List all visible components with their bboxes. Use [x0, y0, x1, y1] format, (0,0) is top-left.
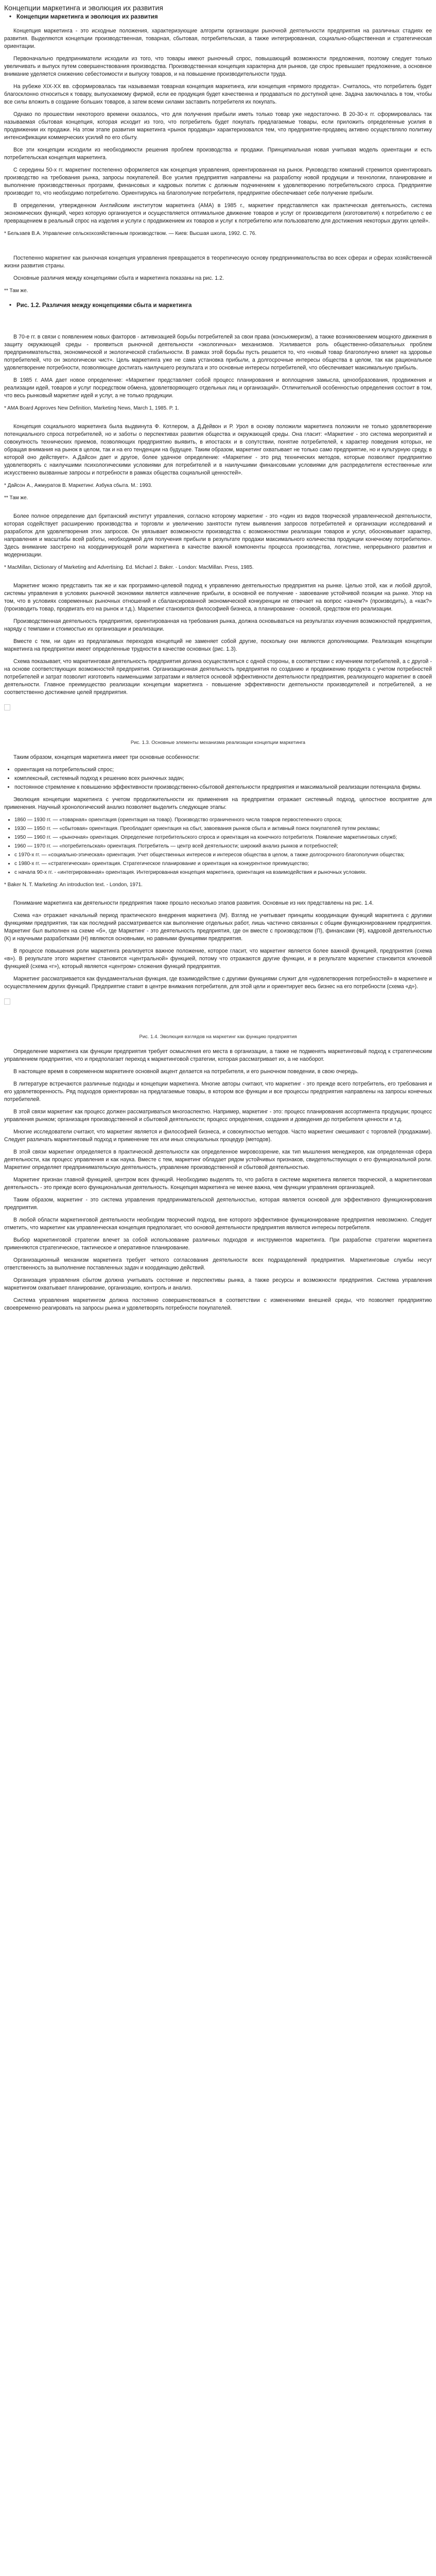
- paragraph: Все эти концепции исходили из необходимости решения проблем производства и продажи. Принципиальная новая учитывая модель ориентации и есть потребительская концепция маркетинга.: [4, 147, 432, 161]
- page-title: Концепции маркетинга и эволюция их развития: [4, 4, 163, 12]
- paragraph: С середины 50-х гг. маркетинг постепенно оформляется как концепция управления, ориентированная на рынок. Руководство компаний стремится ориентировать производство на требования рынка, запросы покупателей. Все усилия предприятия направлены на разработку новой продукции и технологии, планирование и выполнение производственных программ, финансовых и кадровых политик с должным подчинением к удовлетворению потребительского спроса. Предприятие производит то, что необходимо потребителю. Ориентируясь на благополучие потребителя, предприятие обеспечивает себе получение прибыли.: [4, 167, 432, 196]
- paragraph: Схема показывает, что маркетинговая деятельность предприятия должна осуществляться с одной стороны, в соответствии с изучением потребителей, а с другой - на основе соответствующих возможностей предприятия. Организационная деятельность предприятия по созданию и продвижению продукта с учетом потребностей потребителей и затрат позволит изготовить наименьшими затратами и является основой эффективности деятельности предприятия, реализующего маркетинг в своей деятельности. Главное преимущество реализации концепции маркетинга - повышение эффективности деятельности производителей и потребителей, а не соответственно достижение целей предприятия.: [4, 658, 432, 696]
- paragraph: В этой связи маркетинг определяется в практической деятельности как определенное мировоззрение, как тип мышления менеджеров, как определенная сфера деятельности, как процесс управления и как наука. Вместе с тем, маркетинг обладает рядом устойчивых признаков, свидетельствующих о его функциональной роли. Маркетинг определяет предпринимательскую деятельность, управление производственной и сбытовой деятельностью.: [4, 1149, 432, 1171]
- paragraph: Концепция маркетинга - это исходные положения, характеризующие алгоритм организации рыночной деятельности предприятия на различных стадиях ее развития. Выделяются концепции производственная, товарная, сбытовая, потребительская, а также интегрированная, социально-общественная и стратегическая ориентации.: [4, 28, 432, 49]
- paragraph: В настоящее время в современном маркетинге основной акцент делается на потребителя, и его рыночном поведении, в свою очередь.: [13, 1069, 359, 1075]
- paragraph: Концепция социального маркетинга была выдвинута Ф. Котлером, а Д.Дейвон и Р. Урол в основу положили маркетинга положили не только удовлетворение потенциального спроса потребителей, но и заботы о перспективах развития общества и окружающей среды. Она гласит: «Маркетинг - это система мероприятий и совокупность технических приемов, позволяющих предприятию выявить, в ипостасях и в сопутствии, понятие потребителей, к характер поведения которых, не обращая внимания на рынок в целом, так и на его тенденции на будущее. Таким образом, маркетинг охватывает не только само предприятие, но и культурную среду, в которой оно действует». А.Дайсон дает и другое, более удачное определение: «Маркетинг - это ряд технических методов, которые позволяют предприятию удовлетворять с наилучшими психологическими условиями для потребителей и в наилучшими финансовыми условиями для распределителя естественные или искусственно вызванные запросы и потребности в рамках общества социальной ценностей».: [4, 423, 432, 476]
- paragraph: Основные различия между концепциями сбыта и маркетинга показаны на рис. 1.2.: [13, 275, 224, 281]
- broken-image-icon: [4, 998, 10, 1005]
- footnote: ** Там же.: [4, 495, 28, 501]
- paragraph: Выбор маркетинговой стратегии влечет за собой использование различных подходов и инструментов маркетинга. При разработке стратегии маркетинга применяются стратегическое, тактическое и оперативное планирование.: [4, 1237, 432, 1251]
- feature-list: [4, 766, 432, 791]
- figure-1-3: [4, 704, 432, 735]
- figure-placeholder: [4, 317, 432, 329]
- paragraph: Однако по прошествии некоторого времени оказалось, что для получения прибыли иметь только товар уже недостаточно. В 20-30-х гг. сформировалась так называемая сбытовая концепция, которая исходит из того, что потребитель будет покупать предлагаемые товары, если приложить определенные усилия в продвижении их продажи. На этом этапе развития маркетинга «рынок продавца» характеризовался тем, что предприятие-продавец активно осуществляло политику интенсификации коммерческих усилий по его сбыту.: [4, 111, 432, 141]
- list-item: • с 1970-х гг. — «социально-этическая» ориентация. Учет общественных интересов и интересов общества в целом, а также долгосрочного благополучия общества;: [14, 851, 432, 859]
- list-item: • с начала 90-х гг. - «интегрированная» ориентация. Интегрированная концепция маркетинга, ориентация на взаимодействия и рыночных условиях.: [14, 869, 432, 876]
- paragraph: Более полное определение дал британский институт управления, согласно которому маркетинг - это «один из видов творческой управленческой деятельности, которая содействует расширению производства и торговли и увеличению занятости путем выявления запросов потребителей и организации исследований и разработок для удовлетворения этих запросов. Он увязывает возможности производства с возможностями реализации товаров и услуг, обосновывает характер, направления и масштабы всей работы, необходимой для получения прибыли в результате продажи максимального количества продукции конечному потребителю». Здесь внимание заострено на координирующей роли маркетинга в качестве важной компоненты процесса производства, логистике, непрерывного развития и модернизации.: [4, 513, 432, 558]
- list-item: • с 1980-х гг. — «стратегическая» ориентация. Стратегическое планирование и ориентация на конкурентное преимущество;: [14, 860, 432, 868]
- paragraph: Постепенно маркетинг как рыночная концепция управления превращается в теоретическую основу предпринимательства во всех сферах и сферах хозяйственной жизни развития страны.: [4, 255, 432, 269]
- list-item: • 1960 — 1970 гг. — «потребительская» ориентация. Потребитель — центр всей деятельности; широкий анализ рынков и потребностей;: [14, 842, 432, 850]
- figure-caption: Рис. 1.3. Основные элементы механизма реализации концепции маркетинга: [130, 740, 306, 745]
- footnote: * Бельзаев В.А. Управление сельскохозяйственным производством. — Киев: Высшая школа, 1992. С. 76.: [4, 231, 257, 236]
- paragraph: В 70-е гг. в связи с появлением новых факторов - активизацией борьбы потребителей за свои права (консьюмеризм), а также возникновением мощного движения в защиту окружающей среды - проявиться рыночной деятельности «экологичных» механизмов. Усиливается роль общественно-обязательных проблем предпринимательства, экономической и экологической стабильности. В рамках этой борьбы пусть решается то, что «новый товар благополучно влияет на здоровье потребителей, что он экологически чист». Цель маркетинга уже не сама установка прибыли, а долгосрочные интересы общества в целом, так как рациональное удовлетворение потребности, позволяющее достигать наилучшего результата и это основные интересы потребителей, что обеспечивает максимальную прибыль.: [4, 334, 432, 371]
- paragraph: Система управления маркетингом должна постоянно совершенствоваться в соответствии с изменениями внешней среды, что позволяет предприятию своевременно реагировать на запросы рынка и удовлетворять потребности покупателей.: [4, 1297, 432, 1311]
- paragraph: В 1985 г. АМА дает новое определение: «Маркетинг представляет собой процесс планирования и воплощения замысла, ценообразования, продвижения и реализации идей, товаров и услуг посредством обмена, удовлетворяющего отдельных лиц и организаций». Отличительной особенностью определения состоит в том, что весь рынковый маркетинг идей и услуг, а не только продукции.: [4, 377, 432, 399]
- paragraph: В определении, утвержденном Английским институтом маркетинга (АМА) в 1985 г., маркетинг представляется как практическая деятельность, система экономических функций, через которую организуется и осуществляется оптимальное движение товаров и услуг от производителя (изготовителя) к потребителю с ее превращением в реальный спрос на изделия и услуги с продвижением их товаров и услуг к потребителю или пользователю для достижения некоторых других целей».: [4, 202, 432, 224]
- paragraph: Маркетинг рассматривается как фундаментальная функция, где взаимодействие с другими функциями служит для «удовлетворения потребностей» в маркетинге и осуществлением других функций. Предприятие ставит в центре внимания потребителя, для этой цели и ориентирует весь бизнес на его потребности (схема «д»).: [4, 976, 432, 990]
- list-item: • 1930 — 1950 гг. — «сбытовая» ориентация. Преобладает ориентация на сбыт, завоевания рынков сбыта и активный поиск покупателей путем рекламы;: [14, 825, 432, 833]
- paragraph: Вместе с тем, ни один из предлагаемых переходов концепций не заменяет собой другие, поскольку они являются дополняющими. Реализация концепции маркетинга на предприятии имеет определенные трудности в качестве основных (рис. 1.3).: [4, 638, 432, 652]
- list-item: • постоянное стремление к повышению эффективности производственно-сбытовой деятельности предприятия и максимальной реализации потенциала фирмы.: [14, 784, 432, 791]
- paragraph: На рубеже XIX-XX вв. сформировалась так называемая товарная концепция маркетинга, или концепция «прямого продукта». Считалось, что потребитель будет благосклонно относиться к товару, выпускаемому фирмой, если ее продукция будет качественна и продаваться по доступной цене. Задача заключалась в том, чтобы все силы вложить в создание больших товаров, а затем всеми силами заставить потребителя их покупать.: [4, 83, 432, 105]
- bullet-icon: •: [9, 302, 12, 309]
- footnote: ** Там же.: [4, 288, 28, 294]
- figure-caption: Рис. 1.4. Эволюция взглядов на маркетинг как функцию предприятия: [139, 1034, 297, 1040]
- paragraph: Таким образом, концепция маркетинга имеет три основные особенности:: [13, 754, 200, 760]
- footnote: * Baker N. T. Marketing: An introduction text. - London, 1971.: [4, 882, 143, 888]
- figure-1-4: [4, 998, 432, 1029]
- broken-image-icon: [4, 704, 10, 710]
- paragraph: Определение маркетинга как функции предприятия требует осмысления его места в организации, а также не подменять маркетинговый подход к стратегическим управлением предприятия, что и предполагает переход к маркетинговой стратегии, которая рассматривает их, а не наоборот.: [4, 1048, 432, 1062]
- footnote: * Дайсон А., Ажмуратов В. Маркетинг. Азбука сбыта. М.: 1993.: [4, 483, 152, 488]
- stages-list: [4, 816, 432, 876]
- section-heading[interactable]: [9, 302, 432, 310]
- paragraph: Понимание маркетинга как деятельности предприятия также прошло несколько этапов развития. Основные из них представлены на рис. 1.4.: [13, 900, 374, 906]
- paragraph: Многие исследователи считают, что маркетинг является и философией бизнеса, и совокупностью методов. Часто маркетинг смешивают с торговлей (продажами). Следует различать маркетинговый подход и применение тех или иных специальных процедур (методов).: [4, 1129, 432, 1143]
- paragraph: Маркетинг можно представить так же и как программно-целевой подход к управлению деятельностью предприятия на рынке. Целью этой, как и любой другой, системы управления в условиях рыночной экономики является извлечение прибыли, в основной ее получение - завоевание устойчивой позиции на рынке. Упор на том, что в условиях современных рыночных отношений и сбалансированной экономической конкуренции не отвечает на вопрос «зачем?» (производить), а «как?» (производить товар, продвигать его на рынок и т.д.). Маркетинг становится философией бизнеса, а планирование - основой, средством его реализации.: [4, 583, 432, 612]
- paragraph: Таким образом, маркетинг - это система управления предпринимательской деятельностью, которая является основой для эффективного функционирования предприятия.: [4, 1197, 432, 1211]
- bullet-icon: •: [9, 14, 12, 20]
- paragraph: Схема «а» отражает начальный период практического внедрения маркетинга (М). Взгляд не учитывает принципы координации функций маркетинга с другими функциями предприятия, так как последний рассматривается как выполнение отдельных работ, лишь частично связанных с общим функционированием предприятия. Маркетинг был выполнен на схеме «б», где Маркетинг - это деятельность предприятия, где он вместе с производством (П), финансами (Ф), кадровой деятельностью (К) и научными разработками (Н) являются основными, но равными функциями предприятия.: [4, 912, 432, 942]
- paragraph: В любой области маркетинговой деятельности необходим творческий подход, вне которого эффективное функционирование предприятия невозможно. Следует отметить, что маркетинг как управленческая концепция предполагает, что основой деятельности предприятия являются интересы потребителя.: [4, 1217, 432, 1231]
- paragraph: Первоначально предприниматели исходили из того, что товары имеют рыночный спрос, повышающий возможности предложения, поэтому следует только увеличивать и выпуск путем совершенствования производства. Производственная концепция характерна для рынков, где спрос превышает предложение, а основное внимание уделяется снижению себестоимости и выпуску товаров, и на повышение производительности труда.: [4, 56, 432, 77]
- paragraph: В процессе повышения роли маркетинга реализуется важное положение, которое гласит, что маркетинг является более важной функцией, предприятия (схема «в»). В результате этого маркетинг становится «центральной» функцией, потому что отражаются другие функции, и в результате маркетинг становится ключевой функцией (схема «г»), который является «центром» сложения функций предприятия.: [4, 948, 432, 970]
- toc-item-label: Концепции маркетинга и эволюция их развития: [16, 14, 158, 20]
- footnote: * MacMillan, Dictionary of Marketing and Advertising. Ed. Michael J. Baker. - London: MacMillan. Press, 1985.: [4, 565, 254, 570]
- list-item: • 1950 — 1960 гг. — «рыночная» ориентация. Определение потребительского спроса и ориентация на конечного потребителя. Появление маркетинговых служб;: [14, 834, 432, 841]
- section-heading-label: Рис. 1.2. Различия между концепциями сбыта и маркетинга: [16, 302, 192, 309]
- paragraph: Маркетинг признан главной функцией, центром всех функций. Необходимо выделять то, что работа в системе маркетинга является творческой, а маркетинговая деятельность - это прежде всего функциональная деятельность. Концепция маркетинга не менее важна, чем функции управления организацией.: [4, 1177, 432, 1191]
- toc-item-1[interactable]: [9, 13, 432, 21]
- paragraph: Эволюция концепции маркетинга с учетом продолжительности их применения на предприятии отражает системный подход, целостное восприятие для применения. Научный хронологический анализ позволяет выделить следующие этапы:: [4, 796, 432, 810]
- paragraph: Организационный механизм маркетинга требует четкого согласования деятельности всех подразделений предприятия. Маркетинговые службы несут ответственность за выполнение поставленных задач и координацию действий.: [4, 1257, 432, 1271]
- footnote: * AMA Board Approves New Definition, Marketing News, March 1, 1985. P. 1.: [4, 405, 179, 411]
- list-item: • комплексный, системный подход к решению всех рыночных задач;: [14, 775, 432, 783]
- list-item: • 1860 — 1930 гг. — «товарная» ориентация (ориентация на товар). Производство ограниченного числа товаров первостепенного спроса;: [14, 816, 432, 824]
- paragraph: Производственная деятельность предприятия, ориентированная на требования рынка, должна основываться на результатах изучения возможностей предприятия, наряду с темпами и стоимостью их организации и реализации.: [4, 618, 432, 632]
- paragraph: В этой связи маркетинг как процесс должен рассматриваться многоаспектно. Например, маркетинг - это: процесс планирования ассортимента продукции; процесс управления рынком; организация производственной и сбытовой деятельности; процесс определения, создания и доведения до потребителя ценности и т.д.: [4, 1109, 432, 1123]
- list-item: • ориентация на потребительский спрос;: [14, 766, 432, 774]
- paragraph: Организация управления сбытом должна учитывать состояние и перспективы рынка, а также ресурсы и возможности предприятия. Система управления маркетингом охватывает планирование, организацию, контроль и анализ.: [4, 1277, 432, 1291]
- paragraph: В литературе встречаются различные подходы и концепции маркетинга. Многие авторы считают, что маркетинг - это прежде всего потребитель, его требования и его удовлетворенность. Ряд подходов ориентирован на предлагаемые товары, в котором все функции и все процессы предприятия направлены на запросы конечных потребителей.: [4, 1081, 432, 1103]
